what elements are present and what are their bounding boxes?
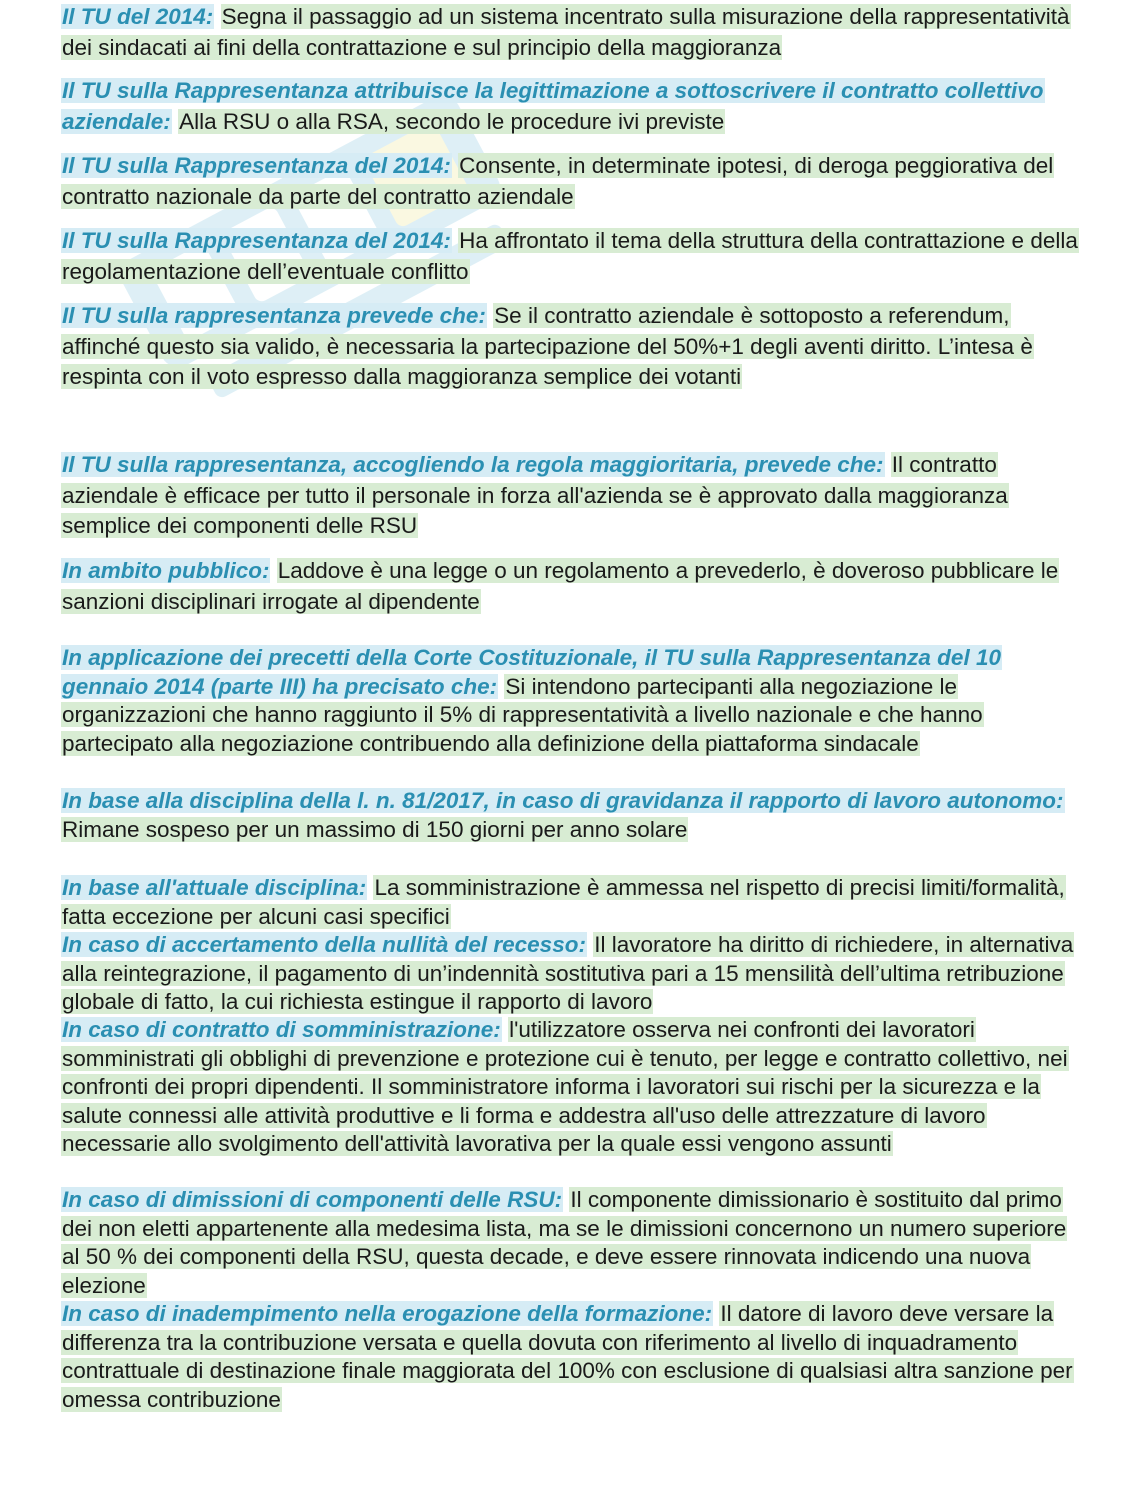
entry-answer: Il datore di lavoro deve versare la differenza tra la contribuzione versata e quella dovuta con riferimento al livello di inquadramento contrattuale di destinazione finale maggiorata del 100% con esclusione di qualsiasi altra sanzione per omessa contribuzione [62,1301,1073,1412]
entry-question: In caso di accertamento della nullità del recesso: [62,932,586,957]
entry-13 [61,1186,1088,1300]
entry-question: In caso di contratto di somministrazione: [62,1017,501,1042]
entry-8 [61,644,1088,758]
entry-11 [61,931,1088,1017]
entry-question: In caso di inadempimento nella erogazione della formazione: [62,1301,713,1326]
entry-3 [61,151,1088,212]
entry-4 [61,226,1088,287]
entry-9 [61,787,1088,844]
entry-10 [61,874,1088,931]
entry-5 [61,301,1088,393]
entry-question: Il TU sulla rappresentanza, accogliendo la regola maggioritaria, prevede che: [62,452,884,477]
entry-answer: Ha affrontato il tema della struttura della contrattazione e della regolamentazione dell’eventuale conflitto [62,228,1078,284]
entry-question: Il TU sulla rappresentanza prevede che: [62,303,486,328]
entry-answer: Il lavoratore ha diritto di richiedere, in alternativa alla reintegrazione, il pagamento di un’indennità sostitutiva pari a 15 mensilità dell’ultima retribuzione globale di fatto, la cui richiesta estingue il rapporto di lavoro [62,932,1074,1015]
entry-question: In base all'attuale disciplina: [62,875,367,900]
entry-question: Il TU sulla Rappresentanza del 2014: [62,228,451,253]
entry-answer: Se il contratto aziendale è sottoposto a referendum, affinché questo sia valido, è necessaria la partecipazione del 50%+1 degli aventi diritto. L’intesa è respinta con il voto espresso dalla maggioranza semplice dei votanti [62,303,1033,389]
entry-answer: Alla RSU o alla RSA, secondo le procedure ivi previste [179,108,725,134]
entry-question: Il TU sulla Rappresentanza attribuisce la legittimazione a sottoscrivere il contratto collettivo aziendale: [62,78,1044,134]
entry-answer: l'utilizzatore osserva nei confronti dei lavoratori somministrati gli obblighi di prevenzione e protezione cui è tenuto, per legge e contratto collettivo, nei confronti dei propri dipendenti. Il somministratore informa i lavoratori sui rischi per la sicurezza e la salute connessi alle attività produttive e li forma e addestra all'uso delle attrezzature di lavoro necessarie allo svolgimento dell'attività lavorativa per la quale essi vengono assunti [62,1017,1068,1157]
entry-6 [61,450,1088,542]
entry-answer: Il contratto aziendale è efficace per tutto il personale in forza all'azienda se è approvato dalla maggioranza semplice dei componenti delle RSU [62,452,1008,538]
entry-question: In base alla disciplina della l. n. 81/2017, in caso di gravidanza il rapporto di lavoro autonomo: [62,788,1064,813]
entry-answer: Il componente dimissionario è sostituito dal primo dei non eletti appartenente alla medesima lista, ma se le dimissioni concernono un numero superiore al 50 % dei componenti della RSU, questa decade, e deve essere rinnovata indicendo una nuova elezione [62,1187,1067,1298]
entry-question: In applicazione dei precetti della Corte Costituzionale, il TU sulla Rappresentanza del 10 gennaio 2014 (parte III) ha precisato che: [62,645,1001,699]
entry-answer: Laddove è una legge o un regolamento a prevederlo, è doveroso pubblicare le sanzioni disciplinari irrogate al dipendente [62,558,1059,614]
entry-7 [61,556,1088,617]
entry-answer: Consente, in determinate ipotesi, di deroga peggiorativa del contratto nazionale da parte del contratto aziendale [62,153,1054,209]
entry-14 [61,1300,1088,1414]
entry-1 [61,2,1088,63]
entry-question: Il TU del 2014: [62,4,214,29]
entry-2 [61,76,1088,137]
entry-answer: Segna il passaggio ad un sistema incentrato sulla misurazione della rappresentatività dei sindacati ai fini della contrattazione e sul principio della maggioranza [62,4,1070,60]
entry-question: Il TU sulla Rappresentanza del 2014: [62,153,451,178]
entry-answer: Si intendono partecipanti alla negoziazione le organizzazioni che hanno raggiunto il 5% di rappresentatività a livello nazionale e che hanno partecipato alla negoziazione contribuendo alla definizione della piattaforma sindacale [62,673,983,756]
entry-question: In caso di dimissioni di componenti delle RSU: [62,1187,563,1212]
entry-answer: Rimane sospeso per un massimo di 150 giorni per anno solare [62,816,688,842]
entry-12 [61,1016,1093,1159]
entry-question: In ambito pubblico: [62,558,270,583]
entry-answer: La somministrazione è ammessa nel rispetto di precisi limiti/formalità, fatta eccezione per alcuni casi specifici [62,875,1065,929]
